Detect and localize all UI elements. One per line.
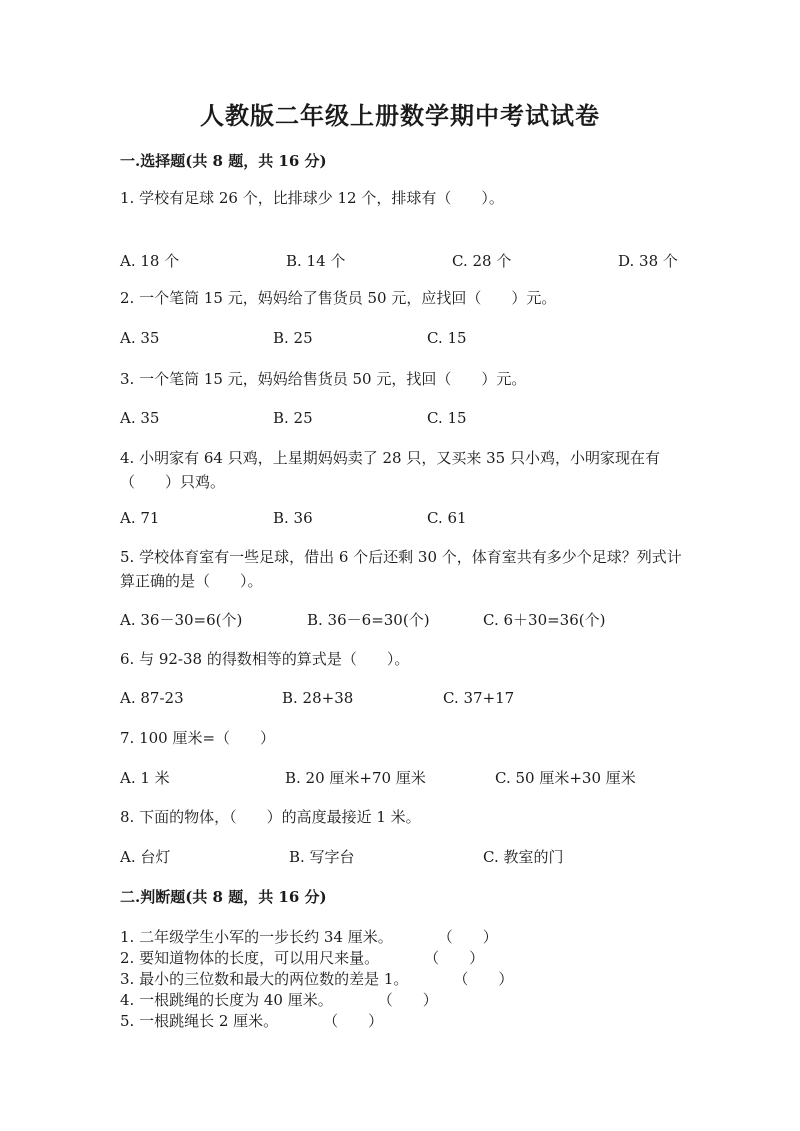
option-7b: B. 20 厘米+70 厘米 <box>285 769 426 787</box>
question-1: 1. 学校有足球 26 个，比排球少 12 个，排球有（ ）。 <box>120 189 504 207</box>
option-4c: C. 61 <box>427 509 467 527</box>
option-5c: C. 6＋30=36(个) <box>483 611 606 629</box>
option-1d: D. 38 个 <box>618 252 678 270</box>
section-heading-judge: 二.判断题(共 8 题，共 16 分) <box>120 888 327 906</box>
option-8c: C. 教室的门 <box>483 848 564 866</box>
option-5a: A. 36－30=6(个) <box>120 611 243 629</box>
option-6c: C. 37+17 <box>443 689 515 707</box>
option-1a: A. 18 个 <box>120 252 180 270</box>
judge-item-3: 3. 最小的三位数和最大的两位数的差是 1。 （ ） <box>120 970 514 988</box>
option-5b: B. 36－6=30(个) <box>307 611 430 629</box>
page-title: 人教版二年级上册数学期中考试试卷 <box>200 101 600 130</box>
question-5: 5. 学校体育室有一些足球，借出 6 个后还剩 30 个，体育室共有多少个足球？列式计算正确的是（ ）。 <box>120 548 682 590</box>
option-2b: B. 25 <box>273 329 313 347</box>
question-6: 6. 与 92-38 的得数相等的算式是（ ）。 <box>120 650 410 668</box>
question-3: 3. 一个笔筒 15 元，妈妈给售货员 50 元，找回（ ）元。 <box>120 370 527 388</box>
option-7a: A. 1 米 <box>120 769 170 787</box>
section-heading-choice: 一.选择题(共 8 题，共 16 分) <box>120 152 327 170</box>
judge-item-4: 4. 一根跳绳的长度为 40 厘米。 （ ） <box>120 991 438 1009</box>
question-7: 7. 100 厘米=（ ） <box>120 729 276 747</box>
option-4b: B. 36 <box>273 509 313 527</box>
question-2: 2. 一个笔筒 15 元，妈妈给了售货员 50 元，应找回（ ）元。 <box>120 289 557 307</box>
judge-item-1: 1. 二年级学生小军的一步长约 34 厘米。 （ ） <box>120 928 498 946</box>
option-3a: A. 35 <box>120 409 160 427</box>
option-1c: C. 28 个 <box>452 252 512 270</box>
option-3b: B. 25 <box>273 409 313 427</box>
question-4: 4. 小明家有 64 只鸡，上星期妈妈卖了 28 只，又买来 35 只小鸡，小明家现在有（ ）只鸡。 <box>120 449 660 491</box>
option-8a: A. 台灯 <box>120 848 171 866</box>
option-2c: C. 15 <box>427 329 467 347</box>
option-6b: B. 28+38 <box>282 689 354 707</box>
option-8b: B. 写字台 <box>289 848 355 866</box>
option-2a: A. 35 <box>120 329 160 347</box>
option-7c: C. 50 厘米+30 厘米 <box>495 769 636 787</box>
option-3c: C. 15 <box>427 409 467 427</box>
option-4a: A. 71 <box>120 509 160 527</box>
question-8: 8. 下面的物体，（ ）的高度最接近 1 米。 <box>120 808 421 826</box>
judge-item-5: 5. 一根跳绳长 2 厘米。 （ ） <box>120 1012 384 1030</box>
option-1b: B. 14 个 <box>286 252 346 270</box>
option-6a: A. 87-23 <box>120 689 184 707</box>
judge-item-2: 2. 要知道物体的长度，可以用尺来量。 （ ） <box>120 949 485 967</box>
